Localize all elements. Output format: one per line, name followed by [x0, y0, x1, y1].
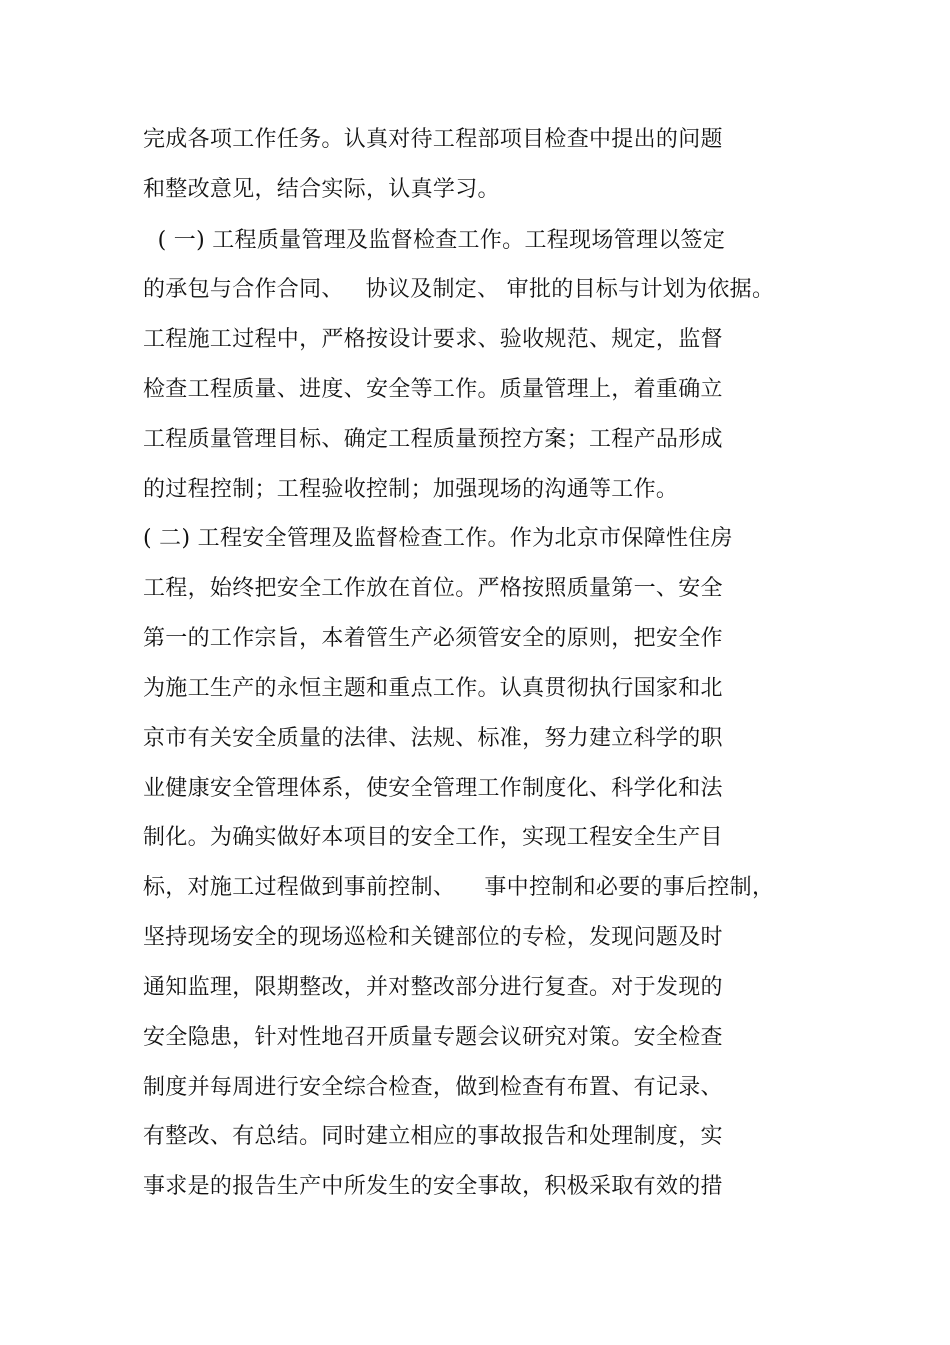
- text-line: 完成各项工作任务。认真对待工程部项目检查中提出的问题: [143, 127, 723, 152]
- text-line: 和整改意见，结合实际，认真学习。: [143, 177, 500, 202]
- text-line: 检查工程质量、进度、安全等工作。质量管理上，着重确立: [143, 377, 723, 402]
- text-line: 的过程控制；工程验收控制；加强现场的沟通等工作。: [143, 477, 679, 502]
- text-line: 有整改、有总结。同时建立相应的事故报告和处理制度，实: [143, 1124, 723, 1149]
- text-line: 制化。为确实做好本项目的安全工作，实现工程安全生产目: [143, 825, 723, 850]
- text-line: 的承包与合作合同、 协议及制定、 审批的目标与计划为依据。: [143, 277, 775, 302]
- text-line: 工程，始终把安全工作放在首位。严格按照质量第一、安全: [143, 576, 723, 601]
- text-line: 工程施工过程中，严格按设计要求、验收规范、规定，监督: [143, 327, 723, 352]
- text-line: 第一的工作宗旨，本着管生产必须管安全的原则，把安全作: [143, 626, 723, 651]
- text-line: 安全隐患，针对性地召开质量专题会议研究对策。安全检查: [143, 1025, 723, 1050]
- text-line: ( 二) 工程安全管理及监督检查工作。作为北京市保障性住房: [143, 526, 733, 551]
- text-line: 事求是的报告生产中所发生的安全事故，积极采取有效的措: [143, 1174, 723, 1199]
- text-line: 为施工生产的永恒主题和重点工作。认真贯彻执行国家和北: [143, 676, 723, 701]
- text-line: 标，对施工过程做到事前控制、 事中控制和必要的事后控制，: [143, 875, 775, 900]
- text-line: 制度并每周进行安全综合检查，做到检查有布置、有记录、: [143, 1075, 723, 1100]
- text-line: 坚持现场安全的现场巡检和关键部位的专检，发现问题及时: [143, 925, 723, 950]
- text-line: ( 一) 工程质量管理及监督检查工作。工程现场管理以签定: [143, 228, 726, 253]
- text-line: 工程质量管理目标、确定工程质量预控方案；工程产品形成: [143, 427, 723, 452]
- text-line: 通知监理，限期整改，并对整改部分进行复查。对于发现的: [143, 975, 723, 1000]
- text-line: 京市有关安全质量的法律、法规、标准，努力建立科学的职: [143, 726, 723, 751]
- text-line: 业健康安全管理体系，使安全管理工作制度化、科学化和法: [143, 776, 723, 801]
